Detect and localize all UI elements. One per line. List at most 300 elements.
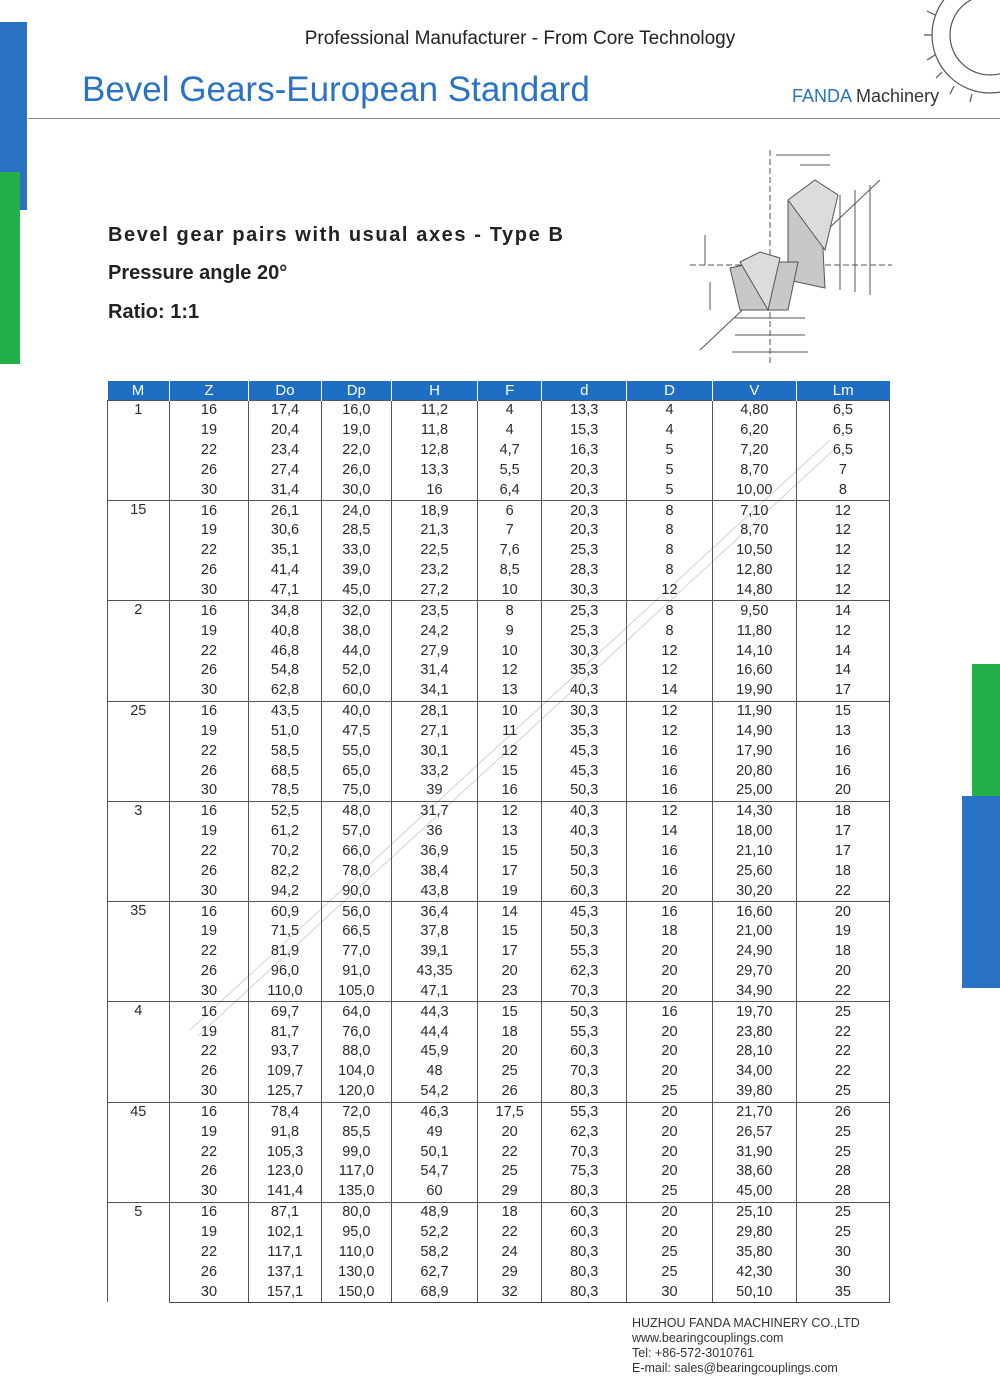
table-row [108, 1223, 890, 1243]
table-cell: 12 [627, 641, 713, 661]
table-cell: 17 [796, 842, 889, 862]
table-cell: 30,20 [712, 881, 796, 901]
table-cell: 30 [169, 881, 249, 901]
module-cell: 5 [108, 1202, 170, 1302]
table-cell: 65,0 [321, 761, 391, 781]
table-cell: 16 [627, 1002, 713, 1022]
table-cell: 125,7 [249, 1082, 321, 1102]
table-cell: 82,2 [249, 861, 321, 881]
table-cell: 62,7 [391, 1262, 477, 1282]
table-cell: 51,0 [249, 722, 321, 742]
table-cell: 64,0 [321, 1002, 391, 1022]
table-cell: 40,0 [321, 701, 391, 721]
column-header: D [627, 381, 713, 401]
table-cell: 19 [796, 922, 889, 942]
table-cell: 30 [169, 480, 249, 500]
table-row [108, 1162, 890, 1182]
right-blue-accent-bar [962, 796, 1000, 988]
table-cell: 6,5 [796, 441, 889, 461]
table-cell: 34,00 [712, 1062, 796, 1082]
table-cell: 66,5 [321, 922, 391, 942]
table-cell: 25 [627, 1082, 713, 1102]
table-cell: 23 [478, 981, 542, 1001]
table-cell: 19 [169, 922, 249, 942]
table-cell: 19 [169, 421, 249, 441]
table-cell: 18,9 [391, 501, 477, 521]
module-cell: 15 [108, 501, 170, 601]
table-cell: 13 [478, 822, 542, 842]
table-cell: 20 [627, 1202, 713, 1222]
table-cell: 20 [478, 1122, 542, 1142]
table-cell: 78,0 [321, 861, 391, 881]
table-cell: 25,3 [542, 621, 627, 641]
table-cell: 8 [627, 561, 713, 581]
table-cell: 36 [391, 822, 477, 842]
table-cell: 22 [796, 1042, 889, 1062]
table-cell: 14 [796, 641, 889, 661]
table-cell: 18 [627, 922, 713, 942]
table-cell: 26 [169, 761, 249, 781]
table-cell: 25 [796, 1082, 889, 1102]
table-cell: 45,3 [542, 741, 627, 761]
table-cell: 21,10 [712, 842, 796, 862]
table-cell: 45,0 [321, 581, 391, 601]
table-row [108, 1122, 890, 1142]
table-cell: 72,0 [321, 1102, 391, 1122]
table-cell: 22 [796, 1022, 889, 1042]
table-cell: 77,0 [321, 942, 391, 962]
table-cell: 54,2 [391, 1082, 477, 1102]
table-cell: 16 [169, 1002, 249, 1022]
table-cell: 30 [627, 1282, 713, 1302]
table-cell: 12 [796, 541, 889, 561]
module-cell: 45 [108, 1102, 170, 1202]
table-cell: 5 [627, 441, 713, 461]
table-cell: 6 [478, 501, 542, 521]
table-cell: 16 [796, 741, 889, 761]
table-cell: 30,1 [391, 741, 477, 761]
table-cell: 50,1 [391, 1142, 477, 1162]
table-cell: 75,0 [321, 781, 391, 801]
table-cell: 25,00 [712, 781, 796, 801]
table-cell: 32 [478, 1282, 542, 1302]
table-cell: 80,3 [542, 1182, 627, 1202]
table-cell: 80,3 [542, 1242, 627, 1262]
table-cell: 17,5 [478, 1102, 542, 1122]
table-cell: 70,3 [542, 1062, 627, 1082]
table-cell: 58,2 [391, 1242, 477, 1262]
column-header: Lm [796, 381, 889, 401]
table-cell: 26 [478, 1082, 542, 1102]
table-cell: 9,50 [712, 601, 796, 621]
table-cell: 23,80 [712, 1022, 796, 1042]
table-cell: 8 [627, 601, 713, 621]
table-cell: 5 [627, 461, 713, 481]
table-cell: 20,3 [542, 461, 627, 481]
table-cell: 71,5 [249, 922, 321, 942]
table-cell: 24,90 [712, 942, 796, 962]
table-cell: 110,0 [249, 981, 321, 1001]
table-cell: 16 [627, 902, 713, 922]
table-row [108, 761, 890, 781]
table-cell: 11,90 [712, 701, 796, 721]
table-cell: 39,80 [712, 1082, 796, 1102]
table-cell: 22 [169, 842, 249, 862]
table-row [108, 1282, 890, 1302]
table-cell: 12 [627, 661, 713, 681]
table-cell: 47,1 [391, 981, 477, 1001]
table-cell: 57,0 [321, 822, 391, 842]
table-cell: 70,3 [542, 981, 627, 1001]
table-cell: 34,1 [391, 681, 477, 701]
table-cell: 137,1 [249, 1262, 321, 1282]
table-cell: 41,4 [249, 561, 321, 581]
table-cell: 81,9 [249, 942, 321, 962]
table-row [108, 461, 890, 481]
table-cell: 20 [796, 962, 889, 982]
table-row [108, 601, 890, 621]
table-cell: 12 [796, 521, 889, 541]
table-cell: 54,7 [391, 1162, 477, 1182]
table-cell: 20 [627, 981, 713, 1001]
table-row [108, 561, 890, 581]
brand-prefix: FANDA [792, 86, 852, 106]
table-cell: 78,5 [249, 781, 321, 801]
table-cell: 141,4 [249, 1182, 321, 1202]
column-header: H [391, 381, 477, 401]
table-cell: 12 [627, 722, 713, 742]
table-cell: 52,2 [391, 1223, 477, 1243]
table-cell: 30 [796, 1262, 889, 1282]
table-cell: 14 [796, 601, 889, 621]
table-cell: 44,0 [321, 641, 391, 661]
table-cell: 19 [169, 621, 249, 641]
table-cell: 29,70 [712, 962, 796, 982]
table-cell: 43,8 [391, 881, 477, 901]
table-cell: 80,3 [542, 1262, 627, 1282]
table-row [108, 1202, 890, 1222]
table-cell: 21,00 [712, 922, 796, 942]
table-cell: 17 [796, 681, 889, 701]
table-cell: 117,0 [321, 1162, 391, 1182]
table-cell: 48 [391, 1062, 477, 1082]
table-cell: 7,10 [712, 501, 796, 521]
column-header: V [712, 381, 796, 401]
table-row [108, 421, 890, 441]
table-cell: 34,90 [712, 981, 796, 1001]
table-cell: 7,20 [712, 441, 796, 461]
table-cell: 130,0 [321, 1262, 391, 1282]
table-cell: 30 [169, 1082, 249, 1102]
table-cell: 110,0 [321, 1242, 391, 1262]
table-cell: 16 [627, 861, 713, 881]
table-cell: 40,8 [249, 621, 321, 641]
table-cell: 16 [627, 781, 713, 801]
table-cell: 25 [796, 1002, 889, 1022]
table-cell: 4,80 [712, 401, 796, 421]
table-cell: 31,90 [712, 1142, 796, 1162]
table-cell: 22 [796, 981, 889, 1001]
table-cell: 20,3 [542, 480, 627, 500]
table-cell: 60,3 [542, 881, 627, 901]
table-cell: 19,70 [712, 1002, 796, 1022]
table-cell: 18 [796, 861, 889, 881]
module-cell: 35 [108, 902, 170, 1002]
table-row [108, 1082, 890, 1102]
table-row [108, 801, 890, 821]
table-cell: 23,5 [391, 601, 477, 621]
table-cell: 25,60 [712, 861, 796, 881]
table-cell: 50,3 [542, 922, 627, 942]
table-header-row [108, 381, 890, 401]
table-cell: 19 [169, 521, 249, 541]
table-cell: 25 [627, 1242, 713, 1262]
table-cell: 26 [796, 1102, 889, 1122]
table-row [108, 681, 890, 701]
table-cell: 16 [796, 761, 889, 781]
table-cell: 45,9 [391, 1042, 477, 1062]
table-cell: 26 [169, 1062, 249, 1082]
table-cell: 17,4 [249, 401, 321, 421]
table-cell: 46,8 [249, 641, 321, 661]
table-cell: 12 [627, 701, 713, 721]
table-cell: 49 [391, 1122, 477, 1142]
table-cell: 15 [478, 842, 542, 862]
table-cell: 68,9 [391, 1282, 477, 1302]
table-row [108, 922, 890, 942]
table-cell: 40,3 [542, 822, 627, 842]
table-cell: 55,0 [321, 741, 391, 761]
table-cell: 30 [169, 1282, 249, 1302]
table-cell: 105,3 [249, 1142, 321, 1162]
table-cell: 123,0 [249, 1162, 321, 1182]
column-header: Z [169, 381, 249, 401]
table-row [108, 962, 890, 982]
table-cell: 19 [169, 722, 249, 742]
table-cell: 30 [169, 1182, 249, 1202]
left-green-accent-bar [0, 172, 20, 364]
header-divider [28, 118, 1000, 119]
table-cell: 14 [478, 902, 542, 922]
table-cell: 36,9 [391, 842, 477, 862]
table-cell: 30 [169, 681, 249, 701]
table-cell: 19,90 [712, 681, 796, 701]
table-cell: 50,3 [542, 861, 627, 881]
table-cell: 30 [796, 1242, 889, 1262]
table-row [108, 441, 890, 461]
table-cell: 32,0 [321, 601, 391, 621]
table-row [108, 480, 890, 500]
subtitle-type: Bevel gear pairs with usual axes - Type B [108, 224, 565, 246]
table-row [108, 621, 890, 641]
table-cell: 40,3 [542, 801, 627, 821]
table-cell: 20 [627, 962, 713, 982]
table-cell: 11,80 [712, 621, 796, 641]
table-cell: 7,6 [478, 541, 542, 561]
table-row [108, 842, 890, 862]
table-cell: 94,2 [249, 881, 321, 901]
table-cell: 8 [796, 480, 889, 500]
table-cell: 37,8 [391, 922, 477, 942]
table-row [108, 861, 890, 881]
table-row [108, 521, 890, 541]
table-cell: 93,7 [249, 1042, 321, 1062]
table-cell: 20 [796, 781, 889, 801]
table-cell: 11,2 [391, 401, 477, 421]
footer-email: E-mail: sales@bearingcouplings.com [632, 1361, 838, 1375]
table-cell: 30 [169, 981, 249, 1001]
table-cell: 157,1 [249, 1282, 321, 1302]
table-cell: 68,5 [249, 761, 321, 781]
table-cell: 66,0 [321, 842, 391, 862]
table-cell: 25 [627, 1262, 713, 1282]
table-cell: 18 [796, 942, 889, 962]
table-cell: 16 [169, 1102, 249, 1122]
table-cell: 14 [796, 661, 889, 681]
table-cell: 26 [169, 561, 249, 581]
table-cell: 54,8 [249, 661, 321, 681]
table-cell: 28,3 [542, 561, 627, 581]
table-cell: 40,3 [542, 681, 627, 701]
table-cell: 16 [627, 741, 713, 761]
table-cell: 13,3 [542, 401, 627, 421]
table-cell: 95,0 [321, 1223, 391, 1243]
tagline: Professional Manufacturer - From Core Technology [304, 28, 736, 49]
page-title: Bevel Gears-European Standard [82, 70, 590, 109]
table-cell: 20 [627, 942, 713, 962]
table-cell: 10 [478, 581, 542, 601]
table-row [108, 781, 890, 801]
table-row [108, 1242, 890, 1262]
table-cell: 8 [627, 621, 713, 641]
table-cell: 55,3 [542, 1022, 627, 1042]
table-cell: 20 [627, 1122, 713, 1142]
table-cell: 38,60 [712, 1162, 796, 1182]
brand-suffix: Machinery [851, 86, 940, 106]
table-cell: 15 [796, 701, 889, 721]
table-cell: 10,00 [712, 480, 796, 500]
table-cell: 26 [169, 962, 249, 982]
table-cell: 85,5 [321, 1122, 391, 1142]
table-cell: 102,1 [249, 1223, 321, 1243]
table-cell: 20 [478, 962, 542, 982]
table-cell: 16,3 [542, 441, 627, 461]
table-cell: 28 [796, 1182, 889, 1202]
table-cell: 29 [478, 1182, 542, 1202]
table-cell: 35 [796, 1282, 889, 1302]
table-cell: 75,3 [542, 1162, 627, 1182]
table-cell: 26 [169, 1162, 249, 1182]
table-cell: 30 [169, 781, 249, 801]
table-cell: 87,1 [249, 1202, 321, 1222]
table-cell: 60,9 [249, 902, 321, 922]
table-cell: 20 [627, 1062, 713, 1082]
table-row [108, 1022, 890, 1042]
table-cell: 12 [796, 561, 889, 581]
table-cell: 12,80 [712, 561, 796, 581]
table-cell: 20 [627, 1142, 713, 1162]
table-cell: 20,4 [249, 421, 321, 441]
table-cell: 56,0 [321, 902, 391, 922]
table-cell: 16,60 [712, 902, 796, 922]
table-cell: 48,9 [391, 1202, 477, 1222]
table-cell: 27,9 [391, 641, 477, 661]
table-cell: 62,8 [249, 681, 321, 701]
table-row [108, 1182, 890, 1202]
table-cell: 88,0 [321, 1042, 391, 1062]
table-cell: 55,3 [542, 942, 627, 962]
table-cell: 96,0 [249, 962, 321, 982]
table-cell: 16 [169, 701, 249, 721]
table-cell: 19 [169, 1223, 249, 1243]
table-cell: 90,0 [321, 881, 391, 901]
table-cell: 8 [627, 501, 713, 521]
table-cell: 45,3 [542, 902, 627, 922]
table-cell: 27,1 [391, 722, 477, 742]
table-cell: 30,3 [542, 581, 627, 601]
table-cell: 22,5 [391, 541, 477, 561]
table-cell: 22 [478, 1142, 542, 1162]
table-cell: 16 [627, 842, 713, 862]
footer-contact [632, 1316, 860, 1376]
table-cell: 50,3 [542, 1002, 627, 1022]
table-cell: 25 [796, 1223, 889, 1243]
table-cell: 22 [796, 881, 889, 901]
table-cell: 22,0 [321, 441, 391, 461]
table-row [108, 981, 890, 1001]
table-cell: 33,0 [321, 541, 391, 561]
table-cell: 21,70 [712, 1102, 796, 1122]
table-cell: 43,35 [391, 962, 477, 982]
table-cell: 12 [478, 661, 542, 681]
table-cell: 20,3 [542, 501, 627, 521]
table-cell: 18 [478, 1202, 542, 1222]
table-cell: 16 [169, 801, 249, 821]
table-cell: 19 [478, 881, 542, 901]
table-cell: 58,5 [249, 741, 321, 761]
table-cell: 15 [478, 922, 542, 942]
table-row [108, 822, 890, 842]
table-cell: 14,80 [712, 581, 796, 601]
column-header: M [108, 381, 170, 401]
table-cell: 20 [627, 1022, 713, 1042]
table-cell: 99,0 [321, 1142, 391, 1162]
table-cell: 38,0 [321, 621, 391, 641]
table-cell: 33,2 [391, 761, 477, 781]
table-row [108, 1102, 890, 1122]
footer-company: HUZHOU FANDA MACHINERY CO.,LTD [632, 1316, 860, 1330]
table-cell: 20 [478, 1042, 542, 1062]
table-cell: 22 [169, 441, 249, 461]
table-cell: 80,3 [542, 1082, 627, 1102]
table-cell: 12 [478, 801, 542, 821]
table-cell: 135,0 [321, 1182, 391, 1202]
table-cell: 70,3 [542, 1142, 627, 1162]
table-cell: 11,8 [391, 421, 477, 441]
table-cell: 30,0 [321, 480, 391, 500]
table-cell: 15 [478, 761, 542, 781]
table-cell: 39 [391, 781, 477, 801]
table-cell: 26,1 [249, 501, 321, 521]
footer-tel: Tel: +86-572-3010761 [632, 1346, 754, 1360]
table-cell: 14,90 [712, 722, 796, 742]
table-cell: 26,57 [712, 1122, 796, 1142]
table-cell: 35,3 [542, 722, 627, 742]
table-cell: 109,7 [249, 1062, 321, 1082]
table-cell: 47,1 [249, 581, 321, 601]
table-cell: 8,70 [712, 521, 796, 541]
subtitle-ratio: Ratio: 1:1 [108, 301, 200, 323]
